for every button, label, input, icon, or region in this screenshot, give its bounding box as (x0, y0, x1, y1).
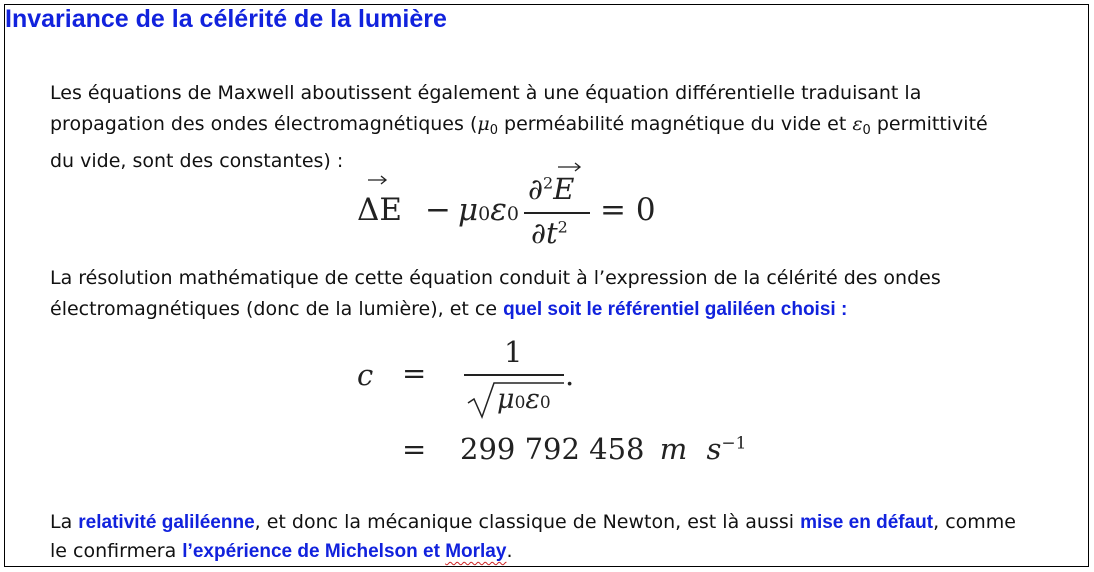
text-run: La (50, 511, 79, 533)
partial-symbol: ∂ (528, 172, 543, 206)
delta-e-term: ΔE (357, 192, 403, 228)
subscript: 0 (506, 203, 519, 225)
subscript: 0 (514, 393, 526, 413)
mu-symbol: μ (477, 113, 490, 135)
subscript: 0 (478, 203, 491, 225)
highlight-text: relativité galiléenne (78, 512, 255, 533)
equals-zero: = 0 (600, 192, 656, 228)
equals-sign: = (402, 356, 427, 390)
paragraph-line (50, 536, 1016, 567)
text-run: le confirmera (50, 540, 183, 562)
c-symbol: c (357, 358, 374, 392)
subscript: 0 (539, 393, 551, 413)
spellcheck-word: Morlay (445, 541, 507, 562)
numerator-one: 1 (504, 335, 523, 369)
exponent: 2 (543, 173, 554, 193)
period: . (565, 358, 575, 392)
text-run: , comme (933, 511, 1016, 533)
epsilon-symbol: ε (525, 384, 540, 415)
epsilon-symbol: ε (852, 113, 863, 135)
speed-value: 299 792 458 (460, 432, 645, 466)
text-run: , et donc la mécanique classique de Newton, est là aussi (254, 511, 801, 533)
vector-arrow-icon (360, 173, 390, 187)
highlight-text: l’expérience de Michelson et (182, 541, 446, 562)
paragraph-line (50, 507, 1016, 538)
paragraph-line: Les équations de Maxwell aboutissent également à une équation différentielle traduisant la (50, 82, 922, 104)
unit-s: s (706, 432, 722, 466)
fraction-bar (464, 374, 564, 376)
paragraph-line: La résolution mathématique de cette équation conduit à l’expression de la célérité des ondes (50, 267, 941, 289)
equals-sign: = (402, 432, 427, 466)
exponent: −1 (721, 433, 747, 454)
highlight-text: mise en défaut (800, 512, 934, 533)
page-title: Invariance de la célérité de la lumière (5, 5, 447, 33)
subscript: 0 (862, 123, 871, 138)
partial-t: ∂t (531, 216, 558, 250)
fraction-bar (524, 212, 590, 214)
text-run: permittivité (870, 113, 988, 135)
exponent: 2 (557, 217, 568, 237)
field-e: E (553, 172, 575, 206)
unit-m: m (659, 432, 688, 466)
paragraph-maxwell (50, 78, 988, 177)
paragraph-relativity (50, 507, 1016, 567)
paragraph-line: du vide, sont des constantes) : (50, 150, 344, 172)
mu-symbol: μ (458, 192, 479, 228)
mu-symbol: μ (497, 384, 515, 415)
subscript: 0 (489, 123, 498, 138)
text-run: propagation des ondes électromagnétiques ( (50, 113, 478, 135)
paragraph-resolution (50, 263, 941, 325)
text-run: perméabilité magnétique du vide et (498, 113, 853, 135)
paragraph-line (50, 109, 988, 146)
minus-sign: − (425, 192, 451, 228)
text-run: . (506, 540, 513, 562)
epsilon-symbol: ε (490, 192, 507, 228)
paragraph-line (50, 294, 941, 325)
vector-arrow-icon (552, 160, 586, 174)
text-run: électromagnétiques (donc de la lumière), et ce (50, 298, 504, 320)
highlight-text: quel soit le référentiel galiléen choisi : (503, 299, 848, 320)
